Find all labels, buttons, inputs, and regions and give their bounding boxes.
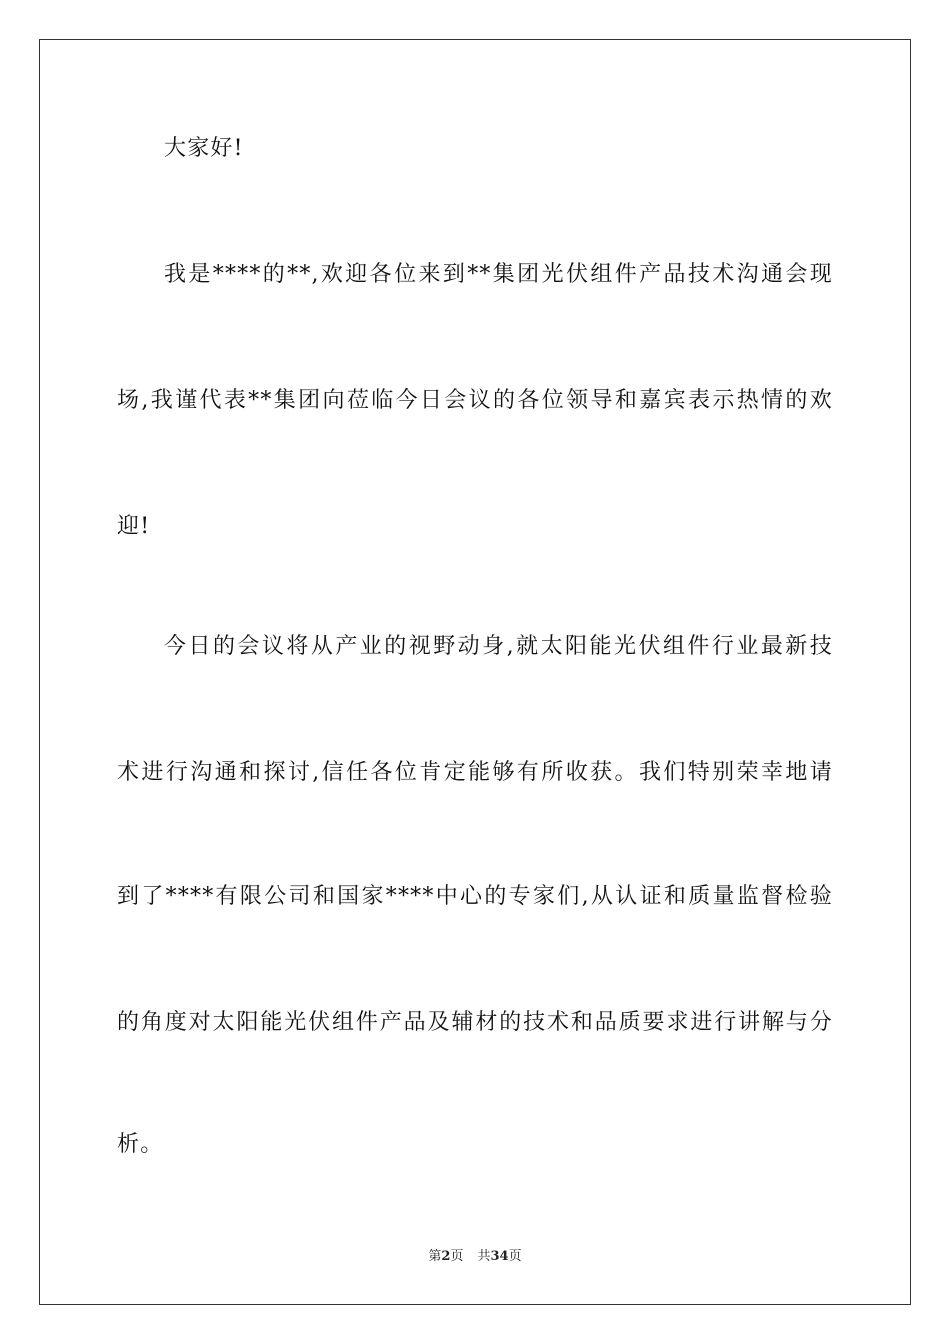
paragraph-1-line-3: 迎! (117, 514, 151, 539)
paragraph-2-line-2: 术进行沟通和探讨,信任各位肯定能够有所收获。我们特别荣幸地请 (117, 760, 833, 785)
page-footer (0, 1248, 950, 1266)
page-label: 第2页 (428, 1249, 464, 1264)
paragraph-1-line-1: 我是****的**,欢迎各位来到**集团光伏组件产品技术沟通会现 (164, 262, 833, 287)
paragraph-2-line-3: 到了****有限公司和国家****中心的专家们,从认证和质量监督检验 (117, 884, 833, 909)
paragraph-1-line-2: 场,我谨代表**集团向莅临今日会议的各位领导和嘉宾表示热情的欢 (117, 388, 833, 413)
total-pages-label: 共34页 (477, 1249, 522, 1264)
page-border (39, 39, 911, 1305)
paragraph-2-line-4: 的角度对太阳能光伏组件产品及辅材的技术和品质要求进行讲解与分 (117, 1010, 833, 1035)
paragraph-2-line-1: 今日的会议将从产业的视野动身,就太阳能光伏组件行业最新技 (164, 634, 833, 659)
greeting-line: 大家好! (164, 136, 244, 161)
paragraph-2-line-5: 析。 (117, 1132, 164, 1157)
